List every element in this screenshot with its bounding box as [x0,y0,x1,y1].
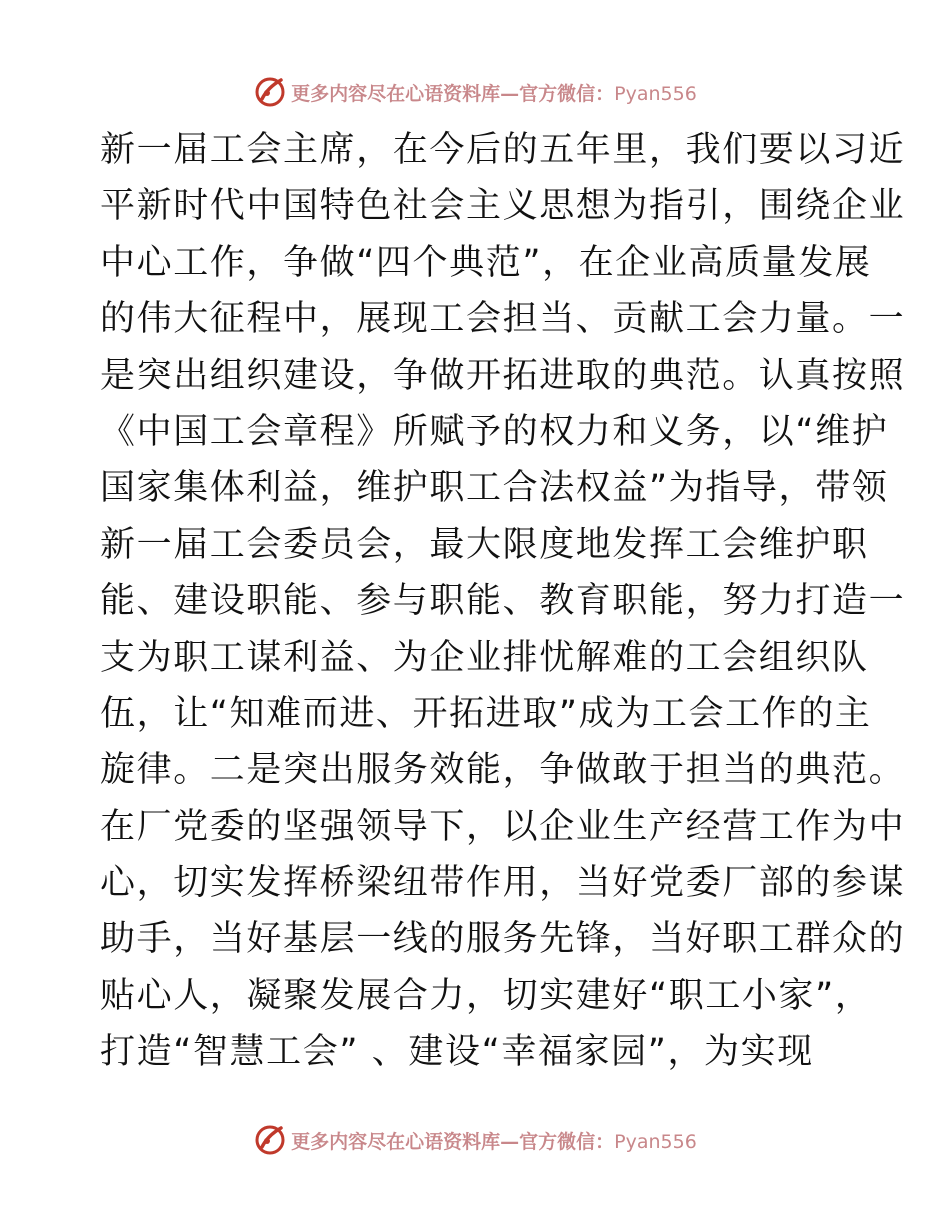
header-watermark [0,72,950,112]
text-line: 伍，让“知难而进、开拓进取”成为工会工作的主 [100,693,872,734]
text-line: 贴心人，凝聚发展合力，切实建好“职工小家”， [100,975,872,1016]
text-line: 中心工作，争做“四个典范”，在企业高质量发展 [100,242,872,283]
brush-circle-logo-icon [253,75,287,109]
watermark-wechat-id: Pyan556 [614,82,697,105]
text-line: 国家集体利益，维护职工合法权益”为指导，带领 [100,468,889,509]
watermark-wechat-id: Pyan556 [614,1130,697,1153]
text-line: 在厂党委的坚强领导下，以企业生产经营工作为中 [100,806,906,847]
brush-circle-logo-icon [253,1123,287,1157]
text-line: 的伟大征程中，展现工会担当、贡献工会力量。一 [100,299,906,340]
document-body [100,122,906,1081]
text-line: 支为职工谋利益、为企业排忧解难的工会组织队 [100,637,869,678]
text-line: 助手，当好基层一线的服务先锋，当好职工群众的 [100,919,906,960]
watermark-text: 更多内容尽在心语资料库—官方微信：Pyan556 [291,1130,697,1153]
footer-watermark [0,1120,950,1160]
text-line: 《中国工会章程》所赋予的权力和义务，以“维护 [100,411,889,452]
text-line: 平新时代中国特色社会主义思想为指引，围绕企业 [100,186,906,227]
text-line: 打造“智慧工会” 、建设“幸福家园”，为实现 [100,1032,814,1073]
text-line: 旋律。二是突出服务效能，争做敢于担当的典范。 [100,750,906,791]
text-line: 是突出组织建设，争做开拓进取的典范。认真按照 [100,355,906,396]
watermark-text: 更多内容尽在心语资料库—官方微信：Pyan556 [291,82,697,105]
text-line: 心，切实发挥桥梁纽带作用，当好党委厂部的参谋 [100,863,906,904]
text-line: 能、建设职能、参与职能、教育职能，努力打造一 [100,581,906,622]
text-line: 新一届工会主席，在今后的五年里，我们要以习近 [100,130,906,170]
text-line: 新一届工会委员会，最大限度地发挥工会维护职 [100,524,869,565]
